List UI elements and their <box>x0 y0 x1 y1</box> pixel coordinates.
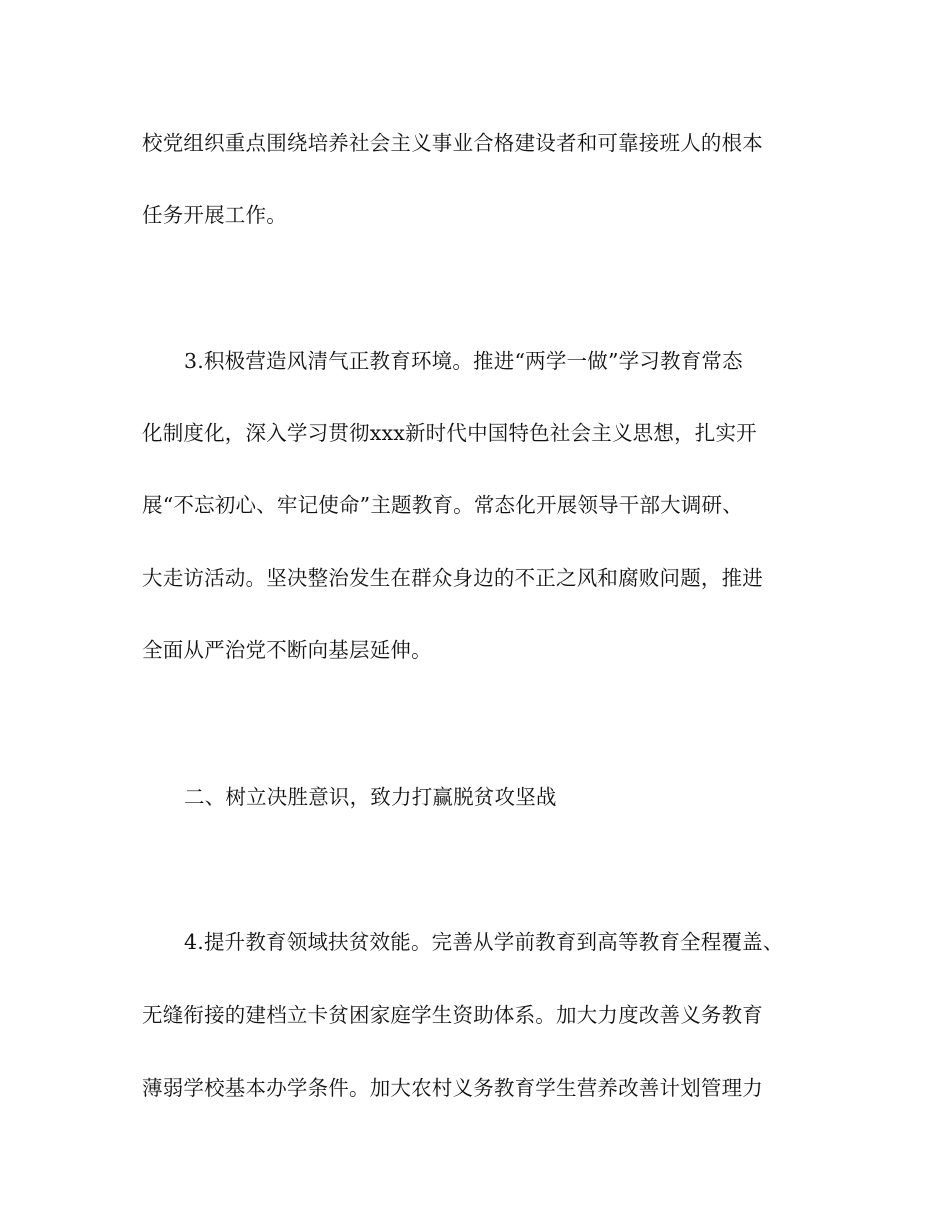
paragraph-continuation-line-2: 任务开展工作。 <box>142 203 287 227</box>
item-4-line-3: 薄弱学校基本办学条件。加大农村义务教育学生营养改善计划管理力 <box>142 1076 763 1100</box>
item-4-line-2: 无缝衔接的建档立卡贫困家庭学生资助体系。加大力度改善义务教育 <box>142 1003 763 1027</box>
item-4-line-1: 4.提升教育领域扶贫效能。完善从学前教育到高等教育全程覆盖、 <box>184 930 784 954</box>
item-3-line-4: 大走访活动。坚决整治发生在群众身边的不正之风和腐败问题，推进 <box>142 566 763 590</box>
item-3-line-5: 全面从严治党不断向基层延伸。 <box>142 638 432 662</box>
paragraph-continuation-line-1: 校党组织重点围绕培养社会主义事业合格建设者和可靠接班人的根本 <box>142 131 763 155</box>
item-3-line-2: 化制度化，深入学习贯彻xxx新时代中国特色社会主义思想，扎实开 <box>142 421 757 445</box>
item-3-line-1: 3.积极营造风清气正教育环境。推进“两学一做”学习教育常态 <box>184 349 743 373</box>
section-heading-2: 二、树立决胜意识，致力打赢脱贫攻坚战 <box>184 785 557 809</box>
item-3-line-3: 展“不忘初心、牢记使命”主题教育。常态化开展领导干部大调研、 <box>142 493 743 517</box>
